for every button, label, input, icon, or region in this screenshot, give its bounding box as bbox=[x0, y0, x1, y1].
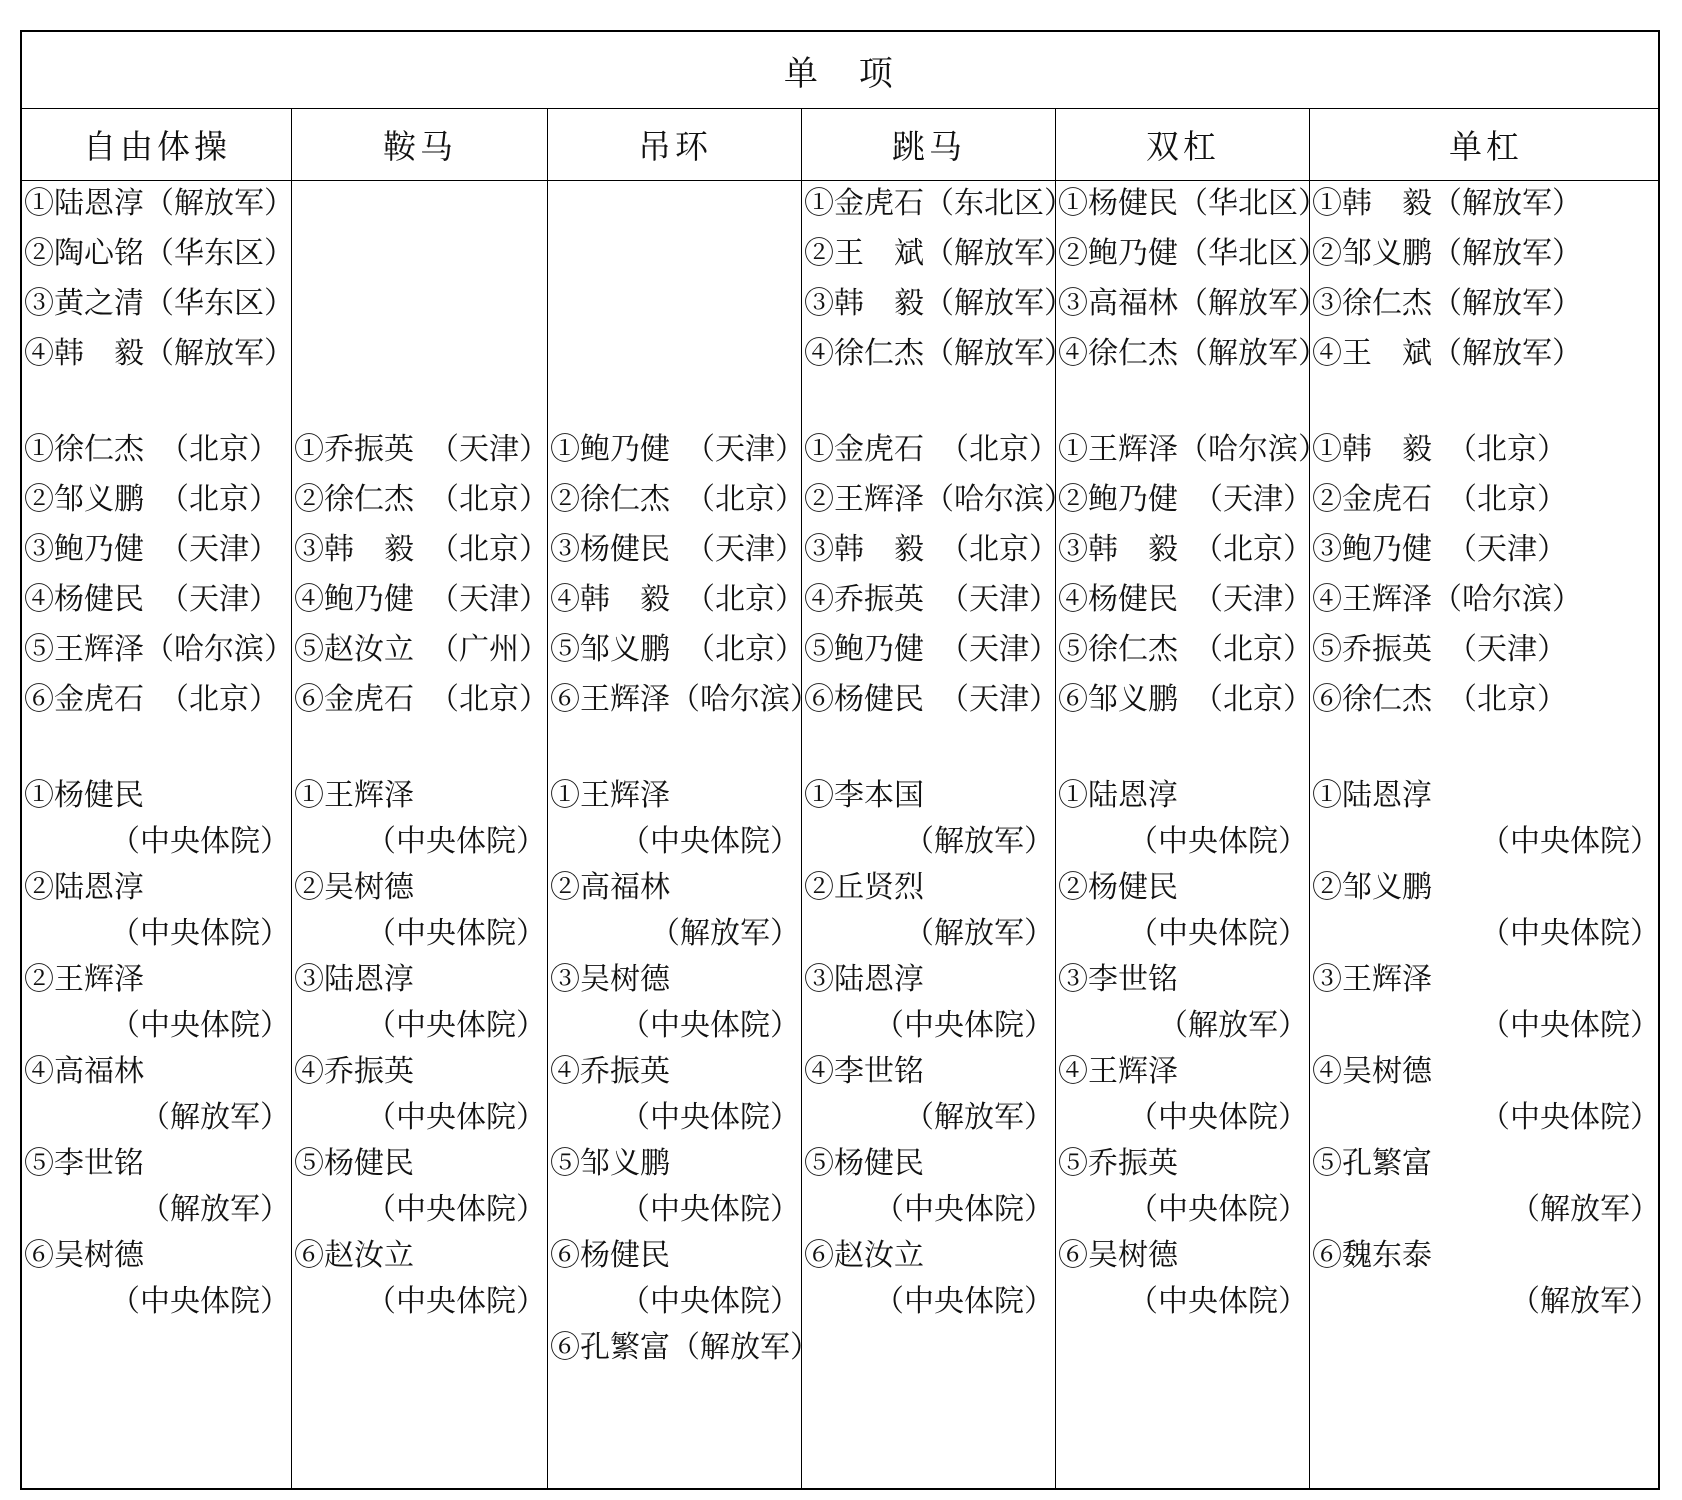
athlete-unit: （中央体院） bbox=[620, 1192, 800, 1227]
result-entry: ②陶心铭（华东区） bbox=[24, 236, 294, 271]
athlete-unit: （中央体院） bbox=[366, 1192, 546, 1227]
result-entry: ③鲍乃健 （天津） bbox=[1312, 532, 1567, 567]
result-entry: ⑤邹义鹏 （北京） bbox=[550, 632, 805, 667]
athlete-unit: （中央体院） bbox=[620, 824, 800, 859]
result-entry: ⑤杨健民 bbox=[804, 1146, 924, 1181]
athlete-unit: （中央体院） bbox=[620, 1100, 800, 1135]
result-entry: ④吴树德 bbox=[1312, 1054, 1432, 1089]
result-entry: ②邹义鹏 （北京） bbox=[24, 482, 279, 517]
result-entry: ③陆恩淳 bbox=[294, 962, 414, 997]
result-entry: ②高福林 bbox=[550, 870, 670, 905]
result-entry: ②杨健民 bbox=[1058, 870, 1178, 905]
athlete-unit: （中央体院） bbox=[366, 824, 546, 859]
column-divider bbox=[801, 108, 802, 1490]
result-entry: ③韩 毅（解放军） bbox=[804, 286, 1074, 321]
result-entry: ⑥金虎石 （北京） bbox=[294, 682, 549, 717]
result-entry: ⑥赵汝立 bbox=[294, 1238, 414, 1273]
header-row bbox=[22, 108, 1658, 181]
result-entry: ④乔振英 （天津） bbox=[804, 582, 1059, 617]
athlete-unit: （解放军） bbox=[904, 824, 1054, 859]
result-entry: ④乔振英 bbox=[294, 1054, 414, 1089]
event-header: 单杠 bbox=[1449, 126, 1523, 166]
result-entry: ⑥王辉泽（哈尔滨） bbox=[550, 682, 820, 717]
result-entry: ①徐仁杰 （北京） bbox=[24, 432, 279, 467]
result-entry: ①王辉泽 bbox=[294, 778, 414, 813]
result-entry: ②邹义鹏（解放军） bbox=[1312, 236, 1582, 271]
table-title: 单 项 bbox=[22, 32, 1658, 109]
athlete-unit: （解放军） bbox=[1510, 1192, 1660, 1227]
result-entry: ②吴树德 bbox=[294, 870, 414, 905]
result-entry: ⑤孔繁富 bbox=[1312, 1146, 1432, 1181]
result-entry: ②徐仁杰 （北京） bbox=[294, 482, 549, 517]
result-entry: ⑤杨健民 bbox=[294, 1146, 414, 1181]
athlete-unit: （解放军） bbox=[904, 1100, 1054, 1135]
result-entry: ④韩 毅 （北京） bbox=[550, 582, 805, 617]
athlete-unit: （中央体院） bbox=[110, 916, 290, 951]
result-entry-inline: ⑥孔繁富（解放军） bbox=[550, 1330, 820, 1365]
result-entry: ②徐仁杰 （北京） bbox=[550, 482, 805, 517]
result-entry: ④王辉泽（哈尔滨） bbox=[1312, 582, 1582, 617]
event-header: 自由体操 bbox=[83, 126, 231, 166]
result-entry: ⑤王辉泽（哈尔滨） bbox=[24, 632, 294, 667]
result-entry: ⑥金虎石 （北京） bbox=[24, 682, 279, 717]
result-entry: ⑥吴树德 bbox=[1058, 1238, 1178, 1273]
result-entry: ⑤乔振英 bbox=[1058, 1146, 1178, 1181]
result-entry: ⑥杨健民 bbox=[550, 1238, 670, 1273]
result-entry: ③徐仁杰（解放军） bbox=[1312, 286, 1582, 321]
result-entry: ③韩 毅 （北京） bbox=[1058, 532, 1313, 567]
result-entry: ①陆恩淳（解放军） bbox=[24, 186, 294, 221]
event-header: 双杠 bbox=[1146, 126, 1220, 166]
athlete-unit: （中央体院） bbox=[1480, 824, 1660, 859]
result-entry: ④徐仁杰（解放军） bbox=[1058, 336, 1328, 371]
result-entry: ①王辉泽 bbox=[550, 778, 670, 813]
event-header: 跳马 bbox=[892, 126, 966, 166]
result-entry: ③韩 毅 （北京） bbox=[294, 532, 549, 567]
athlete-unit: （中央体院） bbox=[1128, 1100, 1308, 1135]
result-entry: ①李本国 bbox=[804, 778, 924, 813]
result-entry: ⑤乔振英 （天津） bbox=[1312, 632, 1567, 667]
athlete-unit: （中央体院） bbox=[874, 1284, 1054, 1319]
result-entry: ③杨健民 （天津） bbox=[550, 532, 805, 567]
athlete-unit: （中央体院） bbox=[110, 1284, 290, 1319]
athlete-unit: （中央体院） bbox=[110, 1008, 290, 1043]
result-entry: ⑥杨健民 （天津） bbox=[804, 682, 1059, 717]
result-entry: ④王辉泽 bbox=[1058, 1054, 1178, 1089]
athlete-unit: （中央体院） bbox=[1480, 916, 1660, 951]
result-entry: ⑥赵汝立 bbox=[804, 1238, 924, 1273]
result-entry: ⑥吴树德 bbox=[24, 1238, 144, 1273]
result-entry: ②陆恩淳 bbox=[24, 870, 144, 905]
athlete-unit: （中央体院） bbox=[620, 1008, 800, 1043]
athlete-unit: （中央体院） bbox=[874, 1008, 1054, 1043]
athlete-unit: （中央体院） bbox=[110, 824, 290, 859]
athlete-unit: （中央体院） bbox=[366, 1100, 546, 1135]
result-entry: ①杨健民（华北区） bbox=[1058, 186, 1328, 221]
result-entry: ③陆恩淳 bbox=[804, 962, 924, 997]
result-entry: ⑥徐仁杰 （北京） bbox=[1312, 682, 1567, 717]
athlete-unit: （解放军） bbox=[1158, 1008, 1308, 1043]
athlete-unit: （中央体院） bbox=[1128, 824, 1308, 859]
athlete-unit: （中央体院） bbox=[366, 1284, 546, 1319]
athlete-unit: （中央体院） bbox=[620, 1284, 800, 1319]
athlete-unit: （中央体院） bbox=[366, 1008, 546, 1043]
result-entry: ③韩 毅 （北京） bbox=[804, 532, 1059, 567]
result-entry: ①陆恩淳 bbox=[1312, 778, 1432, 813]
result-entry: ④乔振英 bbox=[550, 1054, 670, 1089]
result-entry: ④李世铭 bbox=[804, 1054, 924, 1089]
result-entry: ⑤鲍乃健 （天津） bbox=[804, 632, 1059, 667]
result-entry: ③王辉泽 bbox=[1312, 962, 1432, 997]
athlete-unit: （中央体院） bbox=[1480, 1008, 1660, 1043]
result-entry: ④高福林 bbox=[24, 1054, 144, 1089]
result-entry: ②金虎石 （北京） bbox=[1312, 482, 1567, 517]
event-header: 吊环 bbox=[638, 126, 712, 166]
result-entry: ⑥邹义鹏 （北京） bbox=[1058, 682, 1313, 717]
athlete-unit: （中央体院） bbox=[874, 1192, 1054, 1227]
result-entry: ⑤李世铭 bbox=[24, 1146, 144, 1181]
column-divider bbox=[291, 108, 292, 1490]
result-entry: ①王辉泽（哈尔滨） bbox=[1058, 432, 1328, 467]
result-entry: ⑤徐仁杰 （北京） bbox=[1058, 632, 1313, 667]
athlete-unit: （中央体院） bbox=[1480, 1100, 1660, 1135]
result-entry: ①陆恩淳 bbox=[1058, 778, 1178, 813]
result-entry: ③吴树德 bbox=[550, 962, 670, 997]
result-entry: ④杨健民 （天津） bbox=[1058, 582, 1313, 617]
result-entry: ④韩 毅（解放军） bbox=[24, 336, 294, 371]
athlete-unit: （解放军） bbox=[140, 1192, 290, 1227]
result-entry: ②丘贤烈 bbox=[804, 870, 924, 905]
result-entry: ③李世铭 bbox=[1058, 962, 1178, 997]
athlete-unit: （解放军） bbox=[140, 1100, 290, 1135]
result-entry: ④杨健民 （天津） bbox=[24, 582, 279, 617]
result-entry: ③黄之清（华东区） bbox=[24, 286, 294, 321]
result-entry: ①金虎石 （北京） bbox=[804, 432, 1059, 467]
athlete-unit: （解放军） bbox=[904, 916, 1054, 951]
result-entry: ②邹义鹏 bbox=[1312, 870, 1432, 905]
result-entry: ③鲍乃健 （天津） bbox=[24, 532, 279, 567]
result-entry: ④鲍乃健 （天津） bbox=[294, 582, 549, 617]
result-entry: ②王辉泽 bbox=[24, 962, 144, 997]
event-header: 鞍马 bbox=[383, 126, 457, 166]
result-entry: ⑤邹义鹏 bbox=[550, 1146, 670, 1181]
result-entry: ②王 斌（解放军） bbox=[804, 236, 1074, 271]
athlete-unit: （中央体院） bbox=[366, 916, 546, 951]
result-entry: ①金虎石（东北区） bbox=[804, 186, 1074, 221]
column-divider bbox=[547, 108, 548, 1490]
result-entry: ①鲍乃健 （天津） bbox=[550, 432, 805, 467]
athlete-unit: （解放军） bbox=[650, 916, 800, 951]
result-entry: ④王 斌（解放军） bbox=[1312, 336, 1582, 371]
results-table bbox=[20, 30, 1660, 1490]
column-divider bbox=[1309, 108, 1310, 1490]
athlete-unit: （中央体院） bbox=[1128, 1284, 1308, 1319]
result-entry: ①杨健民 bbox=[24, 778, 144, 813]
result-entry: ⑤赵汝立 （广州） bbox=[294, 632, 549, 667]
result-entry: ④徐仁杰（解放军） bbox=[804, 336, 1074, 371]
result-entry: ①乔振英 （天津） bbox=[294, 432, 549, 467]
athlete-unit: （中央体院） bbox=[1128, 916, 1308, 951]
result-entry: ③高福林（解放军） bbox=[1058, 286, 1328, 321]
result-entry: ②王辉泽（哈尔滨） bbox=[804, 482, 1074, 517]
result-entry: ②鲍乃健（华北区） bbox=[1058, 236, 1328, 271]
athlete-unit: （解放军） bbox=[1510, 1284, 1660, 1319]
result-entry: ②鲍乃健 （天津） bbox=[1058, 482, 1313, 517]
result-entry: ①韩 毅 （北京） bbox=[1312, 432, 1567, 467]
result-entry: ⑥魏东泰 bbox=[1312, 1238, 1432, 1273]
result-entry: ①韩 毅（解放军） bbox=[1312, 186, 1582, 221]
column-divider bbox=[1055, 108, 1056, 1490]
results-sheet bbox=[20, 30, 1660, 1490]
athlete-unit: （中央体院） bbox=[1128, 1192, 1308, 1227]
